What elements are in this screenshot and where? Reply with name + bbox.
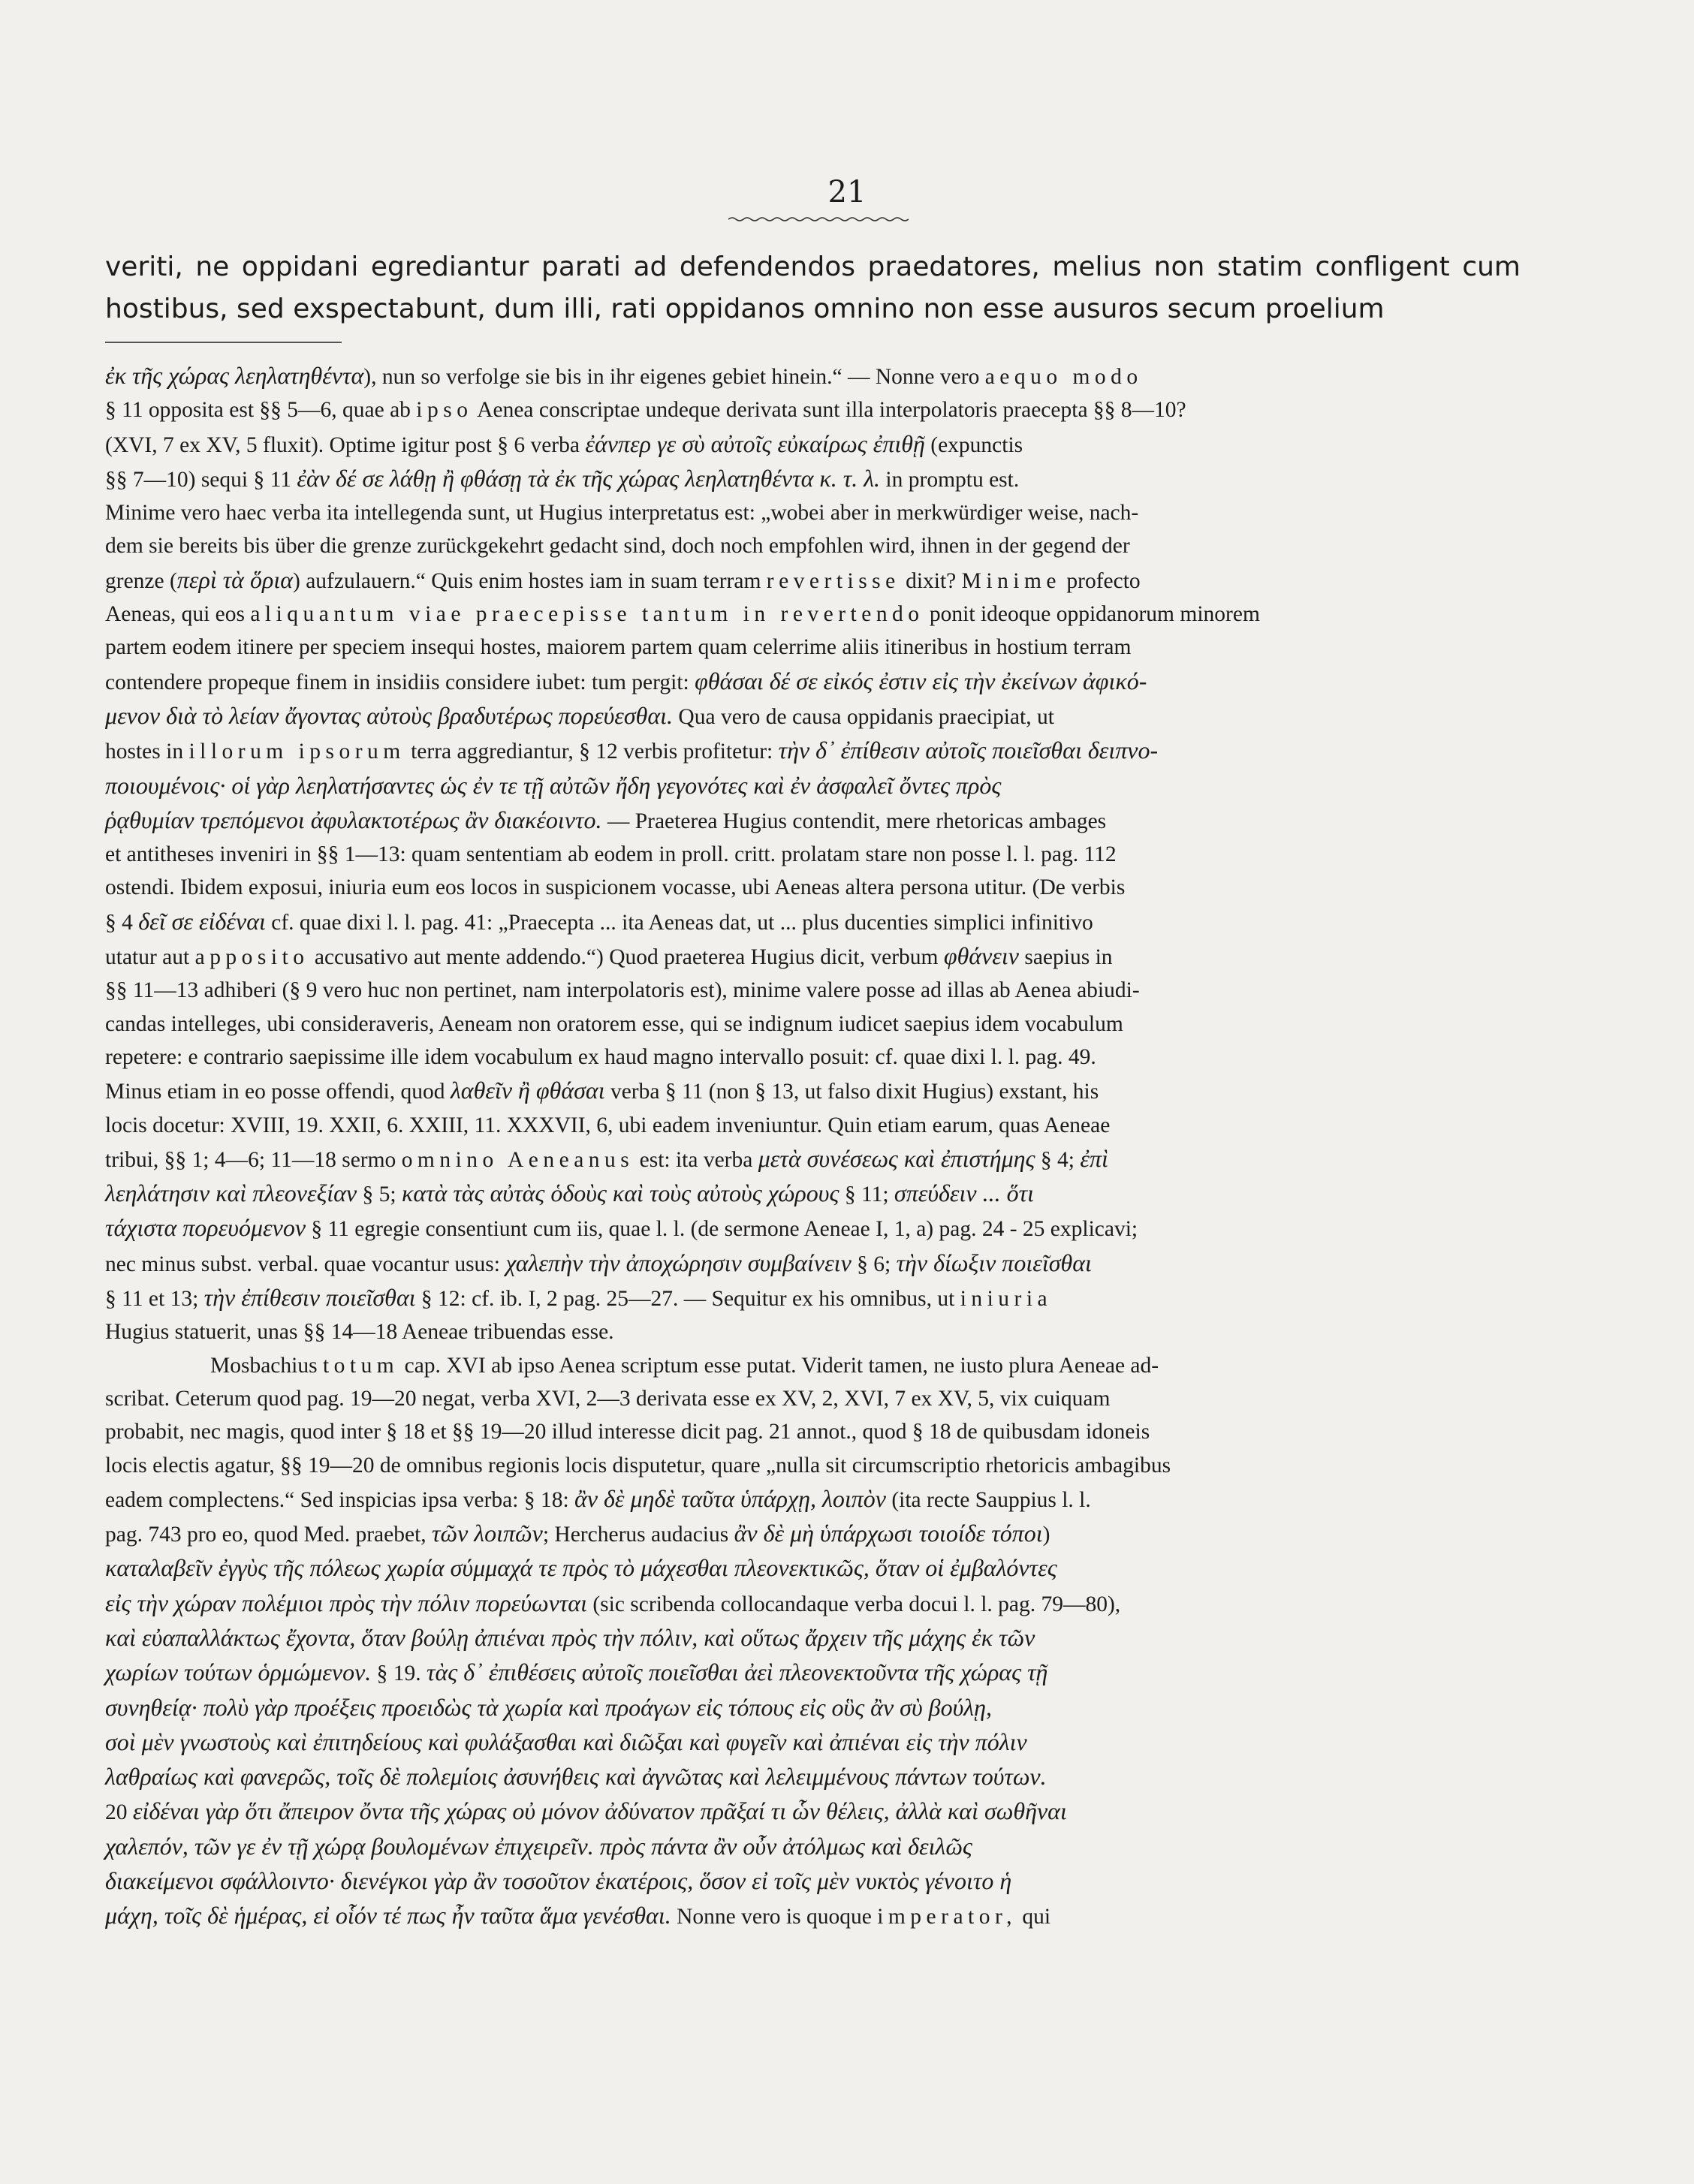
greek-text: τὰς δ᾽ ἐπιθέσεις αὐτοῖς ποιεῖσθαι ἀεὶ πλεονεκτοῦντα τῆς χώρας τῇ bbox=[427, 1658, 1048, 1686]
page-number-ornament bbox=[728, 216, 909, 222]
spaced-text: revertisse bbox=[766, 568, 900, 593]
greek-text: καταλαβεῖν ἐγγὺς τῆς πόλεως χωρία σύμμαχά τε πρὸς τὸ μάχεσθαι πλεονεκτικῶς, ὅταν οἱ ἐμβαλόντες bbox=[105, 1554, 1057, 1582]
latin-text: ponit ideoque oppidanorum minorem bbox=[924, 602, 1260, 627]
greek-text: διακείμενοι σφάλλοιντο· διενέγκοι γὰρ ἂν τοσοῦτον ἑκατέροις, ὅσον εἰ τοῖς μὲν νυκτὸς γένοιτο ἡ bbox=[105, 1867, 1012, 1895]
latin-text: accusativo aut mente addendo.“) Quod praeterea Hugius dicit, verbum bbox=[309, 945, 944, 970]
spaced-text: apposito bbox=[194, 945, 309, 970]
latin-text: (ita recte Sauppius l. l. bbox=[885, 1487, 1091, 1512]
greek-text: τάχιστα πορευόμενον bbox=[105, 1214, 306, 1242]
greek-text: εἰς τὴν χώραν πολέμιοι πρὸς τὴν πόλιν πορεύωνται bbox=[105, 1589, 587, 1616]
greek-text: ῥᾳθυμίαν τρεπόμενοι ἀφυλακτοτέρως ἂν διακέοιντο. bbox=[105, 806, 602, 833]
latin-text: Aeneas, qui eos bbox=[105, 602, 251, 627]
spaced-text: ipso bbox=[416, 398, 473, 423]
spaced-text: Minime bbox=[961, 568, 1062, 593]
note-line bbox=[105, 563, 1521, 598]
note-line bbox=[105, 939, 1521, 974]
latin-text: (sic scribenda collocandaque verba docui l. l. pag. 79—80), bbox=[586, 1592, 1121, 1616]
latin-text: Nonne vero is quoque bbox=[671, 1905, 878, 1929]
latin-text: §§ 11—13 adhiberi (§ 9 vero huc non pertinet, nam interpolatoris est), minime valere posse ad illas ab Aenea abiudi- bbox=[105, 978, 1140, 1003]
greek-text: ἐπὶ bbox=[1080, 1144, 1108, 1172]
note-line bbox=[105, 1725, 1521, 1760]
latin-text: tribui, §§ 1; 4—6; 11—18 sermo bbox=[105, 1147, 402, 1172]
latin-text: contendere propeque finem in insidiis considere iubet: tum pergit: bbox=[105, 670, 695, 694]
latin-text: Minime vero haec verba ita intellegenda sunt, ut Hugius interpretatus est: „wobei aber in merkwürdiger weise, nach- bbox=[105, 501, 1139, 526]
note-line bbox=[105, 1246, 1521, 1281]
main-text: veriti, ne oppidani egrediantur parati ad defendendos praedatores, melius non statim confligent cum hostibus, sed exspectabunt, dum illi, rati oppidanos omnino non esse ausuros secum proelium bbox=[105, 252, 1521, 324]
latin-text: Aenea conscriptae undeque derivata sunt illa interpolatoris praecepta §§ 8—10? bbox=[472, 398, 1186, 423]
latin-text: ; Hercherus audacius bbox=[542, 1523, 734, 1547]
latin-text: dixit? bbox=[900, 568, 962, 593]
greek-text: δεῖ σε εἰδέναι bbox=[138, 907, 266, 935]
greek-text: σπεύδειν ... ὅτι bbox=[894, 1179, 1034, 1207]
note-line bbox=[105, 598, 1521, 631]
latin-text: saepius in bbox=[1018, 945, 1113, 970]
note-line bbox=[105, 1315, 1521, 1348]
greek-text: τὴν δ᾽ ἐπίθεσιν αὐτοῖς ποιεῖσθαι δειπνο- bbox=[778, 737, 1159, 764]
latin-text: Qua vero de causa oppidanis praecipiat, ut bbox=[673, 704, 1054, 729]
latin-text: nec minus subst. verbal. quae vocantur usus: bbox=[105, 1252, 506, 1276]
greek-text: ἂν δὲ μηδὲ ταῦτα ὑπάρχῃ, λοιπὸν bbox=[574, 1484, 886, 1512]
greek-text: χαλεπόν, τῶν γε ἐν τῇ χώρᾳ βουλομένων ἐπιχειρεῖν. πρὸς πάντα ἂν οὖν ἀτόλμως καὶ δειλῶς bbox=[105, 1832, 972, 1860]
greek-text: χωρίων τούτων ὁρμώμενον. bbox=[105, 1658, 372, 1686]
note-line bbox=[105, 529, 1521, 562]
latin-text: in promptu est. bbox=[880, 467, 1020, 492]
footnote-text bbox=[105, 359, 1521, 1934]
note-line bbox=[105, 1142, 1521, 1176]
note-line bbox=[105, 1760, 1521, 1794]
latin-text: Minus etiam in eo posse offendi, quod bbox=[105, 1080, 451, 1104]
note-line bbox=[105, 393, 1521, 426]
greek-text: ἐάνπερ γε σὺ αὐτοῖς εὐκαίρως ἐπιθῇ bbox=[585, 429, 925, 457]
latin-text: 20 bbox=[105, 1800, 133, 1825]
greek-text: μενον διὰ τὸ λείαν ἄγοντας αὐτοὺς βραδυτέρως πορεύεσθαι. bbox=[105, 701, 674, 729]
note-line bbox=[105, 1517, 1521, 1551]
latin-text: — Praeterea Hugius contendit, mere rhetoricas ambages bbox=[601, 809, 1107, 833]
note-line bbox=[105, 462, 1521, 496]
greek-text: εἰδέναι γὰρ ὅτι ἄπειρον ὄντα τῆς χώρας οὐ μόνον ἀδύνατον πρᾶξαί τι ὧν θέλεις, ἀλλὰ καὶ σωθῆναι bbox=[132, 1797, 1067, 1825]
latin-text: verba § 11 (non § 13, ut falso dixit Hugius) exstant, his bbox=[604, 1080, 1099, 1104]
greek-text: συνηθείᾳ· πολὺ γὰρ προέξεις προειδὼς τὰ χωρία καὶ προάγων εἰς τόπους εἰς οὓς ἂν σὺ βούλῃ, bbox=[105, 1693, 992, 1721]
latin-text: ) bbox=[1042, 1523, 1050, 1547]
latin-text: terra aggrediantur, § 12 verbis profitetur: bbox=[405, 740, 779, 764]
latin-text: Hugius statuerit, unas §§ 14—18 Aeneae tribuendas esse. bbox=[105, 1320, 614, 1345]
greek-text: κατὰ τὰς αὐτὰς ὁδοὺς καὶ τοὺς αὐτοὺς χώρους bbox=[401, 1179, 839, 1207]
latin-text: cf. quae dixi l. l. pag. 41: „Praecepta ... ita Aeneas dat, ut ... plus ducenties simplici infinitivo bbox=[265, 910, 1093, 935]
greek-text: λαθραίως καὶ φανερῶς, τοῖς δὲ πολεμίοις ἀσυνήθεις καὶ ἀγνῶτας καὶ λελειμμένους πάντων τούτων. bbox=[105, 1763, 1047, 1791]
note-line bbox=[105, 1382, 1521, 1415]
note-line bbox=[105, 1074, 1521, 1108]
note-line bbox=[105, 1621, 1521, 1655]
latin-text: repetere: e contrario saepissime ille idem vocabulum ex haud magno intervallo posuit: cf. quae dixi l. l. pag. 49. bbox=[105, 1044, 1096, 1069]
note-line bbox=[105, 1211, 1521, 1246]
latin-text: § 4; bbox=[1035, 1147, 1081, 1172]
note-line bbox=[105, 1008, 1521, 1041]
latin-text: partem eodem itinere per speciem insequi hostes, maiorem partem quam celerrime aliis itineribus in hostium terram bbox=[105, 635, 1132, 660]
greek-text: καὶ εὐαπαλλάκτως ἔχοντα, ὅταν βούλῃ ἀπιέναι πρὸς τὴν πόλιν, καὶ οὕτως ἄρχειν τῆς μάχης ἐκ τῶν bbox=[105, 1623, 1035, 1651]
note-line bbox=[105, 664, 1521, 699]
latin-text: § 11; bbox=[839, 1182, 894, 1207]
note-line bbox=[105, 1449, 1521, 1482]
note-line bbox=[105, 974, 1521, 1007]
greek-text: μάχη, τοῖς δὲ ἡμέρας, εἰ οἷόν τέ πως ἦν ταῦτα ἅμα γενέσθαι. bbox=[105, 1902, 671, 1929]
note-line bbox=[105, 1281, 1521, 1315]
greek-text: ποιουμένοις· οἱ γὰρ λεηλατήσαντες ὡς ἐν τε τῇ αὐτῶν ἤδη γεγονότες καὶ ἐν ἀσφαλεῖ ὄντες πρὸς bbox=[105, 771, 1002, 799]
latin-text: § 11 et 13; bbox=[105, 1287, 204, 1312]
note-line bbox=[105, 871, 1521, 904]
spaced-text: omnino Aeneanus bbox=[401, 1147, 634, 1172]
latin-text: § 4 bbox=[105, 910, 139, 935]
note-line bbox=[105, 1415, 1521, 1448]
greek-text: φθάνειν bbox=[943, 942, 1019, 970]
note-line bbox=[105, 1551, 1521, 1586]
latin-text: scribat. Ceterum quod pag. 19—20 negat, verba XVI, 2—3 derivata esse ex XV, 2, XVI, 7 ex XV, 5, vix cuiquam bbox=[105, 1386, 1111, 1411]
spaced-text: totum bbox=[322, 1353, 399, 1378]
spaced-text: aliquantum viae praecepisse tantum in revertendo bbox=[250, 602, 924, 627]
latin-text: qui bbox=[1016, 1905, 1051, 1929]
note-line bbox=[105, 1899, 1521, 1933]
spaced-text: aequo modo bbox=[984, 365, 1143, 389]
latin-text: locis docetur: XVIII, 19. XXII, 6. XXIII, 11. XXXVII, 6, ubi eadem inveniuntur. Quin etiam earum, quas Aeneae bbox=[105, 1113, 1111, 1137]
latin-text: cap. XVI ab ipso Aenea scriptum esse putat. Viderit tamen, ne iusto plura Aeneae ad- bbox=[399, 1353, 1159, 1378]
note-line bbox=[105, 496, 1521, 529]
greek-text: μετὰ συνέσεως καὶ ἐπιστήμης bbox=[758, 1144, 1035, 1172]
latin-text: ostendi. Ibidem exposui, iniuria eum eos locos in suspicionem vocasse, ubi Aeneas altera persona utitur. (De verbis bbox=[105, 875, 1126, 900]
latin-text: dem sie bereits bis über die grenze zurückgekehrt gedacht sind, doch noch empfohlen wird, ihnen in der gegend der bbox=[105, 534, 1130, 559]
latin-text: § 19. bbox=[371, 1661, 427, 1686]
latin-text: et antitheses inveniri in §§ 1—13: quam sententiam ab eodem in proll. critt. prolatam stare non posse l. l. pag. 112 bbox=[105, 842, 1117, 867]
latin-text: hostes in bbox=[105, 740, 189, 764]
greek-text: τὴν δίωξιν ποιεῖσθαι bbox=[896, 1249, 1092, 1276]
spaced-text: iniuria bbox=[960, 1287, 1053, 1312]
latin-text: §§ 7—10) sequi § 11 bbox=[105, 467, 297, 492]
greek-text: τῶν λοιπῶν bbox=[432, 1520, 543, 1547]
greek-text: χαλεπὴν τὴν ἀποχώρησιν συμβαίνειν bbox=[505, 1249, 852, 1276]
latin-text: § 11 opposita est §§ 5—6, quae ab bbox=[105, 398, 417, 423]
note-line bbox=[105, 734, 1521, 768]
latin-text: probabit, nec magis, quod inter § 18 et §§ 19—20 illud interesse dicit pag. 21 annot., quod § 18 de quibusdam idoneis bbox=[105, 1420, 1150, 1444]
greek-text: ἐὰν δέ σε λάθῃ ἢ φθάσῃ τὰ ἐκ τῆς χώρας λεηλατηθέντα κ. τ. λ. bbox=[297, 464, 881, 492]
note-line bbox=[105, 1041, 1521, 1074]
latin-text: (XVI, 7 ex XV, 5 fluxit). Optime igitur post § 6 verba bbox=[105, 432, 586, 457]
note-line bbox=[105, 1691, 1521, 1725]
note-line bbox=[105, 1586, 1521, 1621]
latin-text: ) aufzulauern.“ Quis enim hostes iam in suam terram bbox=[293, 568, 767, 593]
page-number: 21 bbox=[827, 175, 867, 209]
latin-text: (expunctis bbox=[924, 432, 1023, 457]
greek-text: ἐκ τῆς χώρας λεηλατηθέντα bbox=[105, 362, 364, 389]
latin-text: § 12: cf. ib. I, 2 pag. 25—27. — Sequitur ex his omnibus, ut bbox=[415, 1287, 960, 1312]
note-line bbox=[105, 769, 1521, 803]
greek-text: λεηλάτησιν καὶ πλεονεξίαν bbox=[105, 1179, 357, 1207]
latin-text: grenze ( bbox=[105, 568, 177, 593]
latin-text: locis electis agatur, §§ 19—20 de omnibus regionis locis disputetur, quare „nulla sit circumscriptio rhetoricis ambagibus bbox=[105, 1453, 1171, 1478]
note-line bbox=[105, 631, 1521, 664]
latin-text: candas intelleges, ubi consideraveris, Aeneam non oratorem esse, qui se indignum iudicet saepius idem vocabulum bbox=[105, 1011, 1123, 1036]
spaced-text: illorum ipsorum bbox=[188, 740, 405, 764]
note-line bbox=[105, 1864, 1521, 1899]
greek-text: ἂν δὲ μὴ ὑπάρχωσι τοιοίδε τόποι bbox=[734, 1520, 1043, 1547]
latin-text: ), nun so verfolge sie bis in ihr eigenes gebiet hinein.“ — Nonne vero bbox=[363, 365, 985, 389]
note-line bbox=[105, 359, 1521, 393]
note-line bbox=[105, 1482, 1521, 1517]
note-line bbox=[105, 699, 1521, 734]
greek-text: περὶ τὰ ὅρια bbox=[176, 565, 293, 593]
latin-text: eadem complectens.“ Sed inspicias ipsa verba: § 18: bbox=[105, 1487, 575, 1512]
latin-text: est: ita verba bbox=[634, 1147, 758, 1172]
note-line bbox=[105, 1176, 1521, 1211]
greek-text: τὴν ἐπίθεσιν ποιεῖσθαι bbox=[203, 1284, 416, 1312]
note-line bbox=[105, 1349, 1521, 1382]
footnote-separator bbox=[105, 342, 342, 343]
latin-text: utatur aut bbox=[105, 945, 195, 970]
note-line bbox=[105, 1794, 1521, 1829]
note-line bbox=[105, 803, 1521, 838]
latin-text: pag. 743 pro eo, quod Med. praebet, bbox=[105, 1523, 433, 1547]
note-line bbox=[105, 838, 1521, 871]
latin-text: profecto bbox=[1061, 568, 1141, 593]
note-line bbox=[105, 1109, 1521, 1142]
latin-text: § 5; bbox=[357, 1182, 402, 1207]
latin-text: § 6; bbox=[851, 1252, 897, 1276]
note-line bbox=[105, 1655, 1521, 1690]
note-line bbox=[105, 905, 1521, 939]
latin-text: Mosbachius bbox=[210, 1353, 323, 1378]
latin-text: § 11 egregie consentiunt cum iis, quae l. l. (de sermone Aeneae I, 1, a) pag. 24 - 25 explicavi; bbox=[306, 1217, 1138, 1242]
note-line bbox=[105, 1830, 1521, 1864]
greek-text: φθάσαι δέ σε εἰκός ἐστιν εἰς τὴν ἐκείνων ἀφικό- bbox=[695, 667, 1147, 694]
greek-text: λαθεῖν ἢ φθάσαι bbox=[450, 1077, 605, 1104]
greek-text: σοὶ μὲν γνωστοὺς καὶ ἐπιτηδείους καὶ φυλάξασθαι καὶ διῶξαι καὶ φυγεῖν καὶ ἀπιέναι εἰς τὴν πόλιν bbox=[105, 1728, 1027, 1755]
spaced-text: imperator, bbox=[877, 1905, 1017, 1929]
note-line bbox=[105, 427, 1521, 462]
